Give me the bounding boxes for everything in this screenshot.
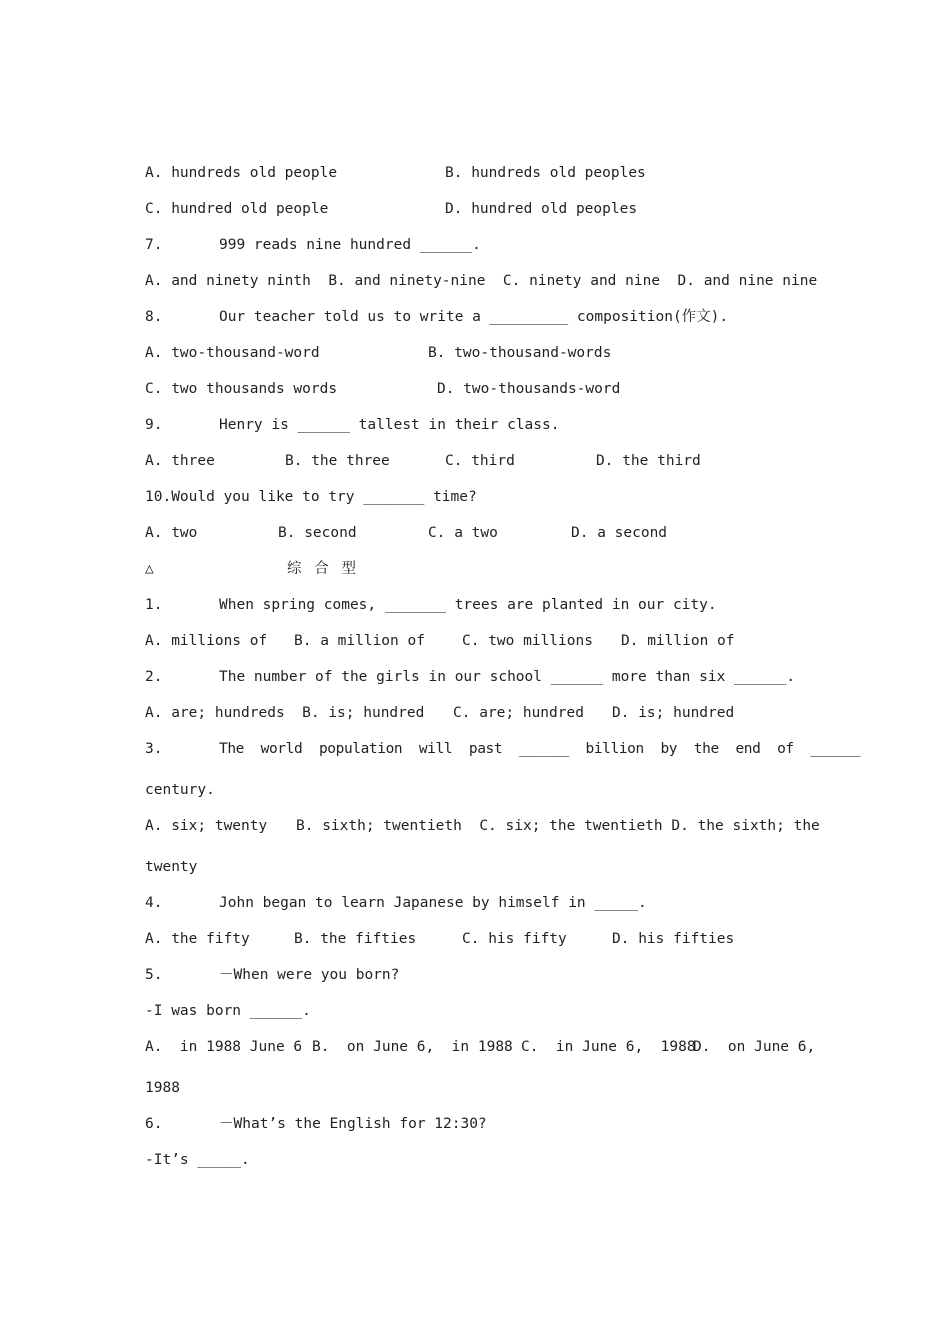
option-a: A. two-thousand-word xyxy=(145,345,320,361)
line-2 xyxy=(145,198,638,220)
question-text: Our teacher told us to write a _________ composition(作文). xyxy=(219,309,729,325)
option-bcd: B. sixth; twentieth C. six; the twentieth D. the sixth; the xyxy=(296,818,820,834)
option-d: D. the third xyxy=(596,453,701,469)
option-d: D. on June 6, xyxy=(693,1039,816,1055)
options-s4 xyxy=(145,928,735,950)
question-number: 4. xyxy=(145,895,163,911)
option-a: A. three xyxy=(145,453,215,469)
options-s3-continued xyxy=(145,856,198,878)
options-s2 xyxy=(145,702,735,724)
question-text: century. xyxy=(145,782,215,798)
answer-text: -I was born ______. xyxy=(145,1003,311,1019)
answer-text: -It’s _____. xyxy=(145,1152,250,1168)
question-7 xyxy=(145,234,481,256)
options-7 xyxy=(145,270,818,292)
options-s1 xyxy=(145,630,735,652)
options-s3 xyxy=(145,815,820,837)
options-s5-continued xyxy=(145,1077,180,1099)
options-text: A. and ninety ninth B. and ninety-nine C. ninety and nine D. and nine nine xyxy=(145,273,818,289)
question-text: 10.Would you like to try _______ time? xyxy=(145,489,477,505)
option-d: D. is; hundred xyxy=(612,705,735,721)
question-number: 5. xyxy=(145,967,163,983)
question-text: 999 reads nine hundred ______. xyxy=(219,237,481,253)
question-s2 xyxy=(145,666,796,688)
option-d: D. a second xyxy=(571,525,668,541)
options-text: 1988 xyxy=(145,1080,180,1096)
section-heading xyxy=(145,558,356,580)
options-s5 xyxy=(145,1036,816,1058)
answer-s6 xyxy=(145,1149,250,1171)
question-s4 xyxy=(145,892,647,914)
option-b: B. on June 6, in 1988 xyxy=(312,1039,513,1055)
option-c: C. third xyxy=(445,453,515,469)
option-d: D. hundred old peoples xyxy=(445,201,638,217)
options-10 xyxy=(145,522,668,544)
options-8-ab xyxy=(145,342,612,364)
question-text: Henry is ______ tallest in their class. xyxy=(219,417,560,433)
option-b: B. hundreds old peoples xyxy=(445,165,646,181)
option-a: A. two xyxy=(145,525,198,541)
triangle-icon: △ xyxy=(145,561,154,577)
options-text: twenty xyxy=(145,859,198,875)
line-1 xyxy=(145,162,646,184)
question-text: －When were you born? xyxy=(219,967,400,983)
option-a: A. hundreds old people xyxy=(145,165,338,181)
option-c: C. his fifty xyxy=(462,931,567,947)
question-number: 9. xyxy=(145,417,163,433)
option-c: C. two thousands words xyxy=(145,381,338,397)
question-9 xyxy=(145,414,560,436)
options-9 xyxy=(145,450,701,472)
question-number: 2. xyxy=(145,669,163,685)
option-b: B. a million of xyxy=(294,633,425,649)
option-c: C. in June 6, 1988 xyxy=(521,1039,696,1055)
option-c: C. are; hundred xyxy=(453,705,584,721)
question-text: John began to learn Japanese by himself in _____. xyxy=(219,895,647,911)
question-10 xyxy=(145,486,477,508)
question-number: 7. xyxy=(145,237,163,253)
option-d: D. his fifties xyxy=(612,931,735,947)
option-c: C. two millions xyxy=(462,633,593,649)
option-d: D. two-thousands-word xyxy=(437,381,621,397)
question-text: The world population will past ______ billion by the end of ______ xyxy=(219,741,861,757)
question-text: －What’s the English for 12:30? xyxy=(219,1116,487,1132)
option-a: A. six; twenty xyxy=(145,818,268,834)
question-number: 8. xyxy=(145,309,163,325)
question-number: 1. xyxy=(145,597,163,613)
option-a: A. millions of xyxy=(145,633,268,649)
question-text: When spring comes, _______ trees are planted in our city. xyxy=(219,597,717,613)
option-a: A. the fifty xyxy=(145,931,250,947)
section-title: 综 合 型 xyxy=(287,561,356,577)
option-c: C. a two xyxy=(428,525,498,541)
option-b: B. second xyxy=(278,525,357,541)
question-8 xyxy=(145,306,729,328)
question-number: 6. xyxy=(145,1116,163,1132)
option-b: B. the fifties xyxy=(294,931,417,947)
option-c: C. hundred old people xyxy=(145,201,329,217)
option-a: A. in 1988 June 6 xyxy=(145,1039,303,1055)
question-s3 xyxy=(145,738,861,760)
option-ab: A. are; hundreds B. is; hundred xyxy=(145,705,425,721)
question-s3-continued xyxy=(145,779,215,801)
answer-s5 xyxy=(145,1000,311,1022)
option-b: B. the three xyxy=(285,453,390,469)
question-s5 xyxy=(145,964,400,986)
question-text: The number of the girls in our school ______ more than six ______. xyxy=(219,669,796,685)
options-8-cd xyxy=(145,378,621,400)
option-b: B. two-thousand-words xyxy=(428,345,612,361)
question-number: 3. xyxy=(145,741,163,757)
question-s6 xyxy=(145,1113,487,1135)
question-s1 xyxy=(145,594,717,616)
option-d: D. million of xyxy=(621,633,735,649)
